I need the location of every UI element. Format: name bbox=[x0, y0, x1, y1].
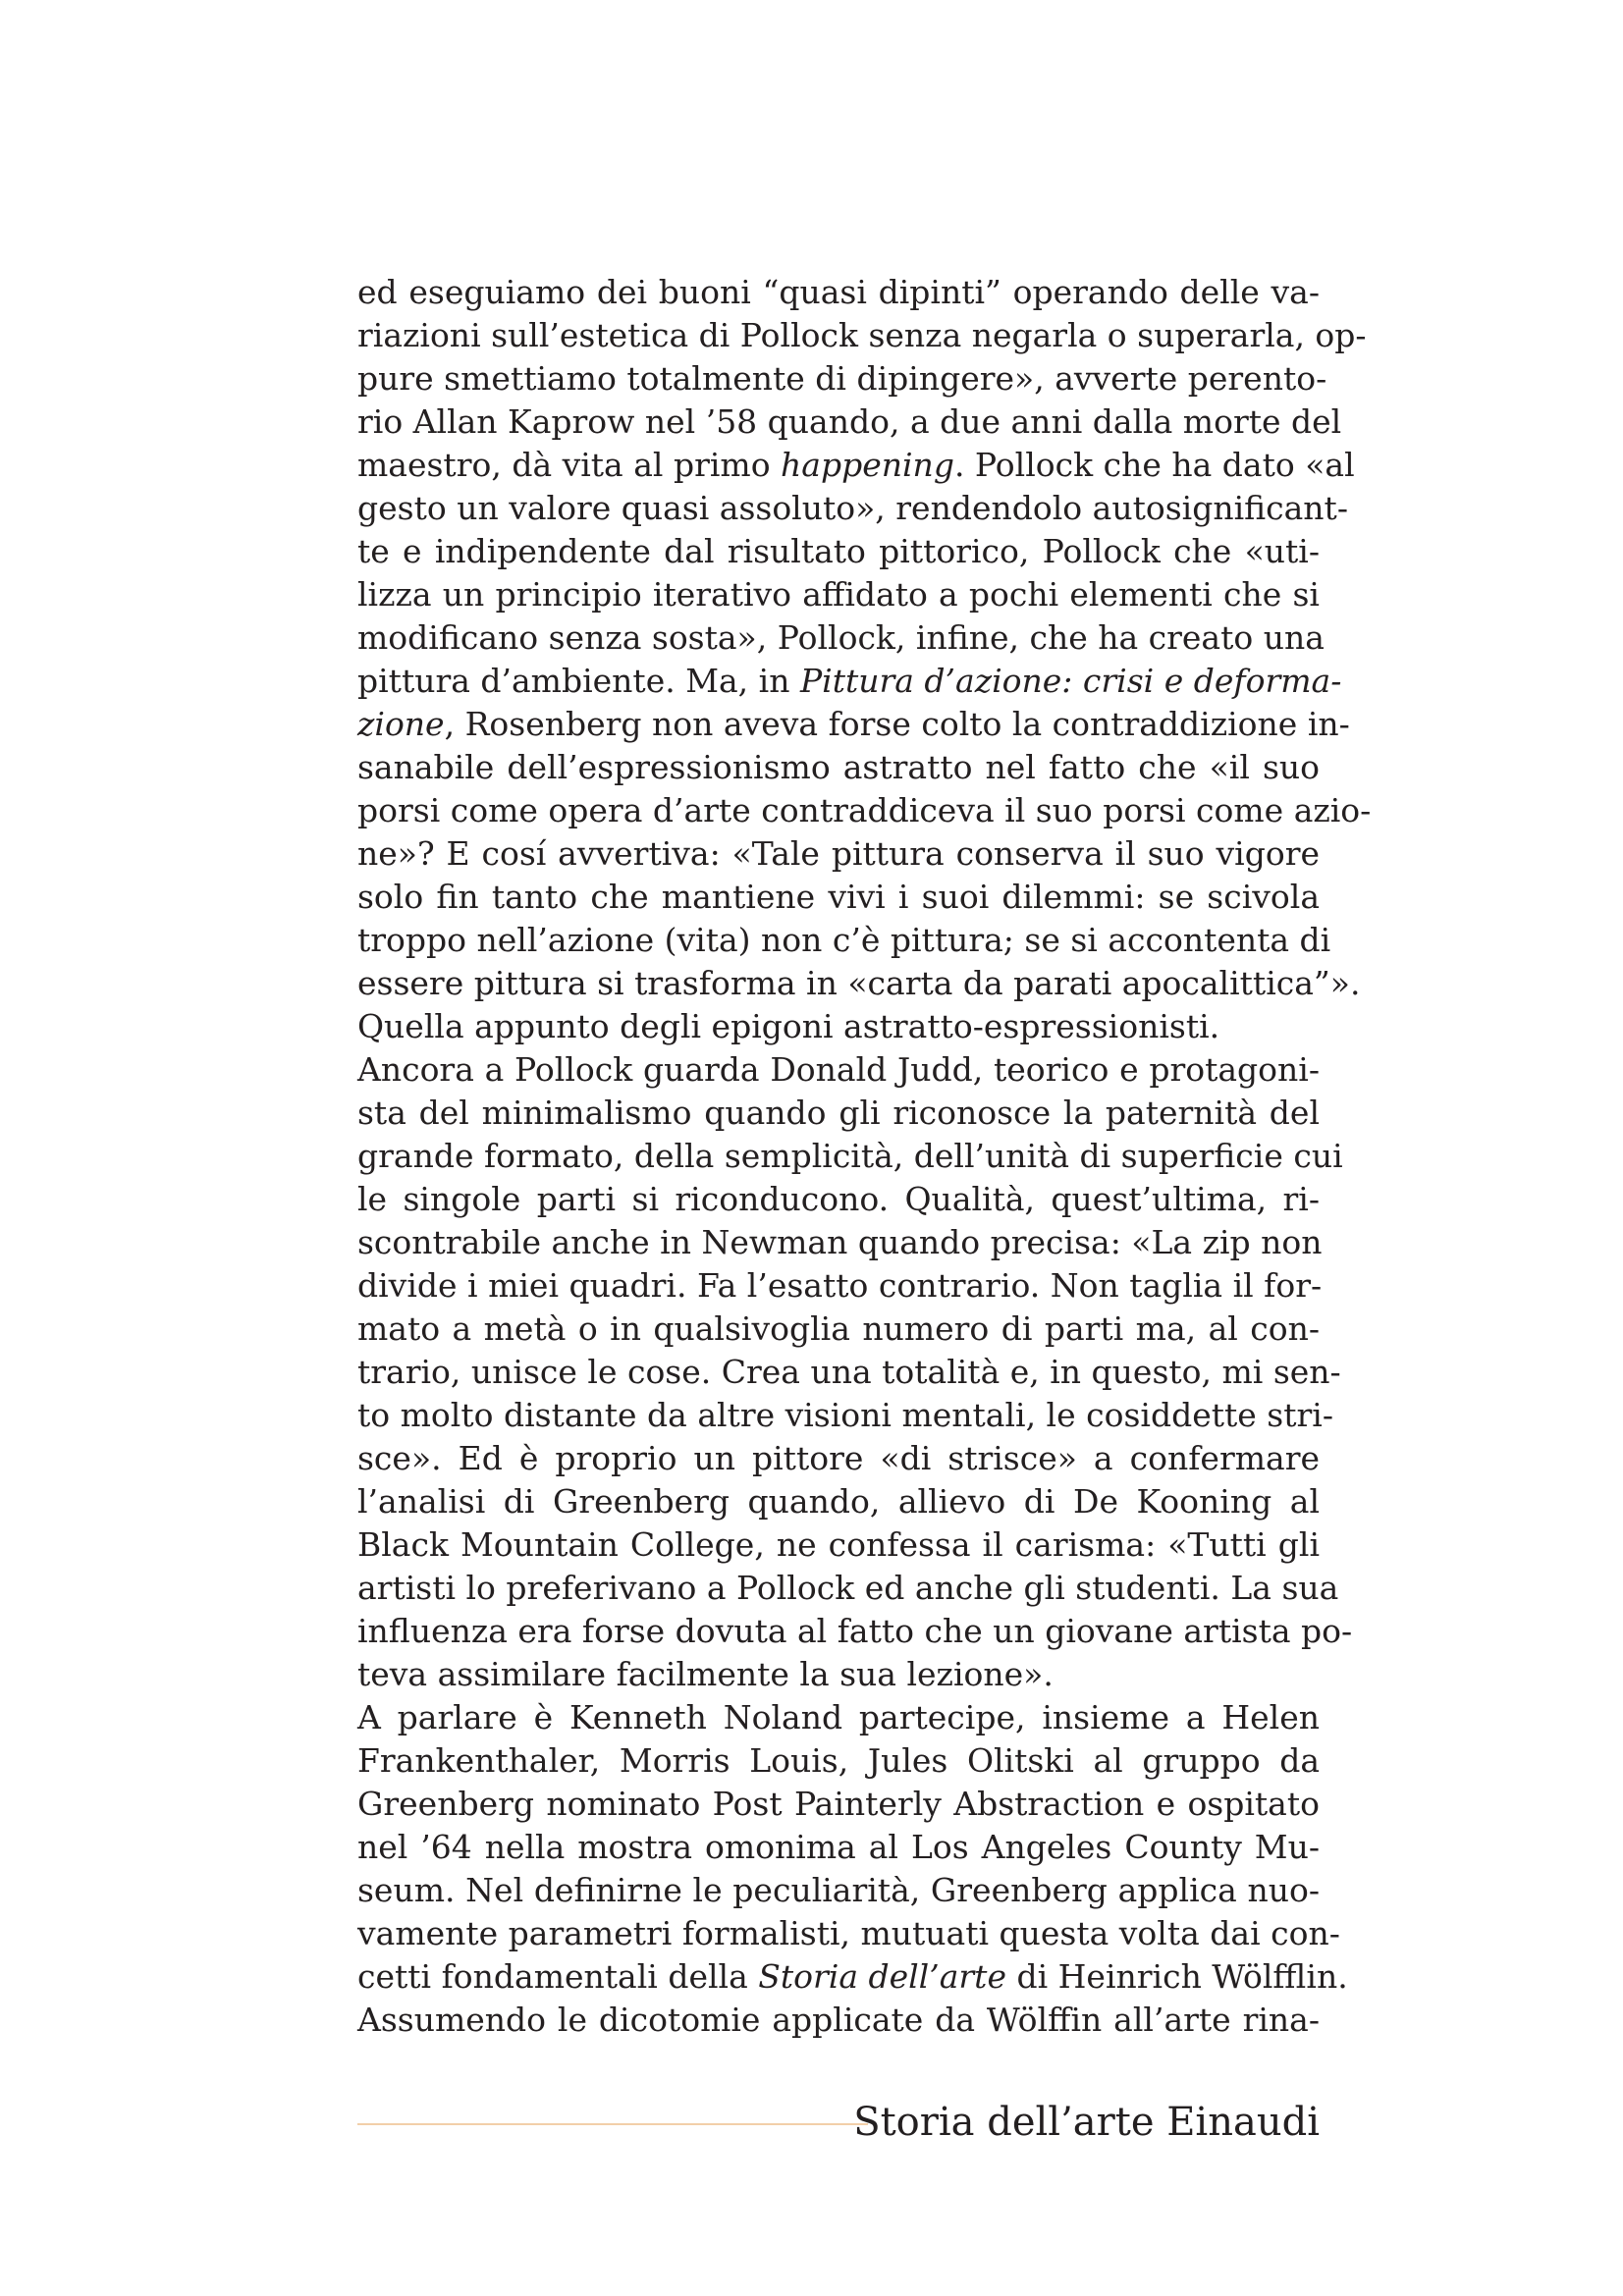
text-run: riazioni sull’estetica di Pollock senza negarla o superarla, op- bbox=[357, 316, 1367, 354]
footer-title: Storia dell’arte Einaudi bbox=[853, 2100, 1320, 2145]
text-line bbox=[357, 1826, 1320, 1869]
text-run: Quella appunto degli epigoni astratto-espressionisti. bbox=[357, 1007, 1220, 1045]
text-line bbox=[357, 1739, 1320, 1783]
text-run: porsi come opera d’arte contraddiceva il suo porsi come azio- bbox=[357, 791, 1372, 829]
text-run: rio Allan Kaprow nel ’58 quando, a due anni dalla morte del bbox=[357, 402, 1342, 441]
text-run: Ancora a Pollock guarda Donald Judd, teorico e protagoni- bbox=[357, 1050, 1320, 1089]
text-line bbox=[357, 1567, 1339, 1610]
text-line bbox=[357, 444, 1355, 487]
text-line bbox=[357, 1394, 1333, 1437]
text-line bbox=[357, 271, 1320, 314]
text-run: cetti fondamentali della bbox=[357, 1957, 759, 1996]
text-run: , Rosenberg non aveva forse colto la contraddizione in- bbox=[444, 705, 1350, 743]
text-run: nel ’64 nella mostra omonima al Los Angeles County Mu- bbox=[357, 1828, 1320, 1866]
text-run: scontrabile anche in Newman quando precisa: «La zip non bbox=[357, 1223, 1323, 1261]
text-run: te e indipendente dal risultato pittorico, Pollock che «uti- bbox=[357, 532, 1320, 570]
text-line bbox=[357, 1653, 1320, 1696]
text-run: modificano senza sosta», Pollock, infine, che ha creato una bbox=[357, 618, 1325, 657]
text-run: to molto distante da altre visioni mentali, le cosiddette stri- bbox=[357, 1396, 1333, 1434]
text-run: essere pittura si trasforma in «carta da parati apocalittica”». bbox=[357, 964, 1361, 1002]
text-run: . Pollock che ha dato «al bbox=[953, 446, 1355, 484]
text-run: di Heinrich Wölfflin. bbox=[1005, 1957, 1348, 1996]
text-line bbox=[357, 1912, 1340, 1955]
text-line bbox=[357, 962, 1361, 1005]
text-line bbox=[357, 530, 1320, 573]
text-run: pittura d’ambiente. Ma, in bbox=[357, 662, 800, 700]
text-run: lizza un principio iterativo affidato a pochi elementi che si bbox=[357, 575, 1320, 614]
text-line bbox=[357, 1221, 1323, 1264]
text-run: sanabile dell’espressionismo astratto nel fatto che «il suo bbox=[357, 748, 1320, 786]
text-line bbox=[357, 832, 1320, 876]
text-run: sta del minimalismo quando gli riconosce la paternità del bbox=[357, 1094, 1320, 1132]
text-line bbox=[357, 1869, 1320, 1912]
text-line bbox=[357, 1523, 1320, 1567]
italic-text: happening bbox=[781, 446, 954, 484]
text-line bbox=[357, 1610, 1353, 1653]
italic-text: Pittura d’azione: crisi e deforma- bbox=[799, 662, 1342, 700]
footer-rule bbox=[357, 2123, 868, 2125]
text-line bbox=[357, 1135, 1343, 1178]
text-run: pure smettiamo totalmente di dipingere», avverte perento- bbox=[357, 359, 1327, 398]
text-line bbox=[357, 1783, 1320, 1826]
text-run: trario, unisce le cose. Crea una totalità e, in questo, mi sen- bbox=[357, 1353, 1341, 1391]
text-run: sce». Ed è proprio un pittore «di strisce» a confermare bbox=[357, 1439, 1320, 1477]
text-run: l’analisi di Greenberg quando, allievo di De Kooning al bbox=[357, 1482, 1320, 1521]
body-text bbox=[357, 271, 1372, 2042]
text-run: influenza era forse dovuta al fatto che un giovane artista po- bbox=[357, 1612, 1353, 1650]
text-line bbox=[357, 1999, 1320, 2042]
text-run: ne»? E cosí avvertiva: «Tale pittura conserva il suo vigore bbox=[357, 834, 1320, 873]
text-line bbox=[357, 1308, 1320, 1351]
text-line bbox=[357, 616, 1325, 660]
text-run: vamente parametri formalisti, mutuati questa volta dai con- bbox=[357, 1914, 1340, 1952]
text-line bbox=[357, 703, 1350, 746]
text-run: mato a metà o in qualsivoglia numero di parti ma, al con- bbox=[357, 1309, 1320, 1348]
text-run: maestro, dà vita al primo bbox=[357, 446, 782, 484]
text-run: troppo nell’azione (vita) non c’è pittura; se si accontenta di bbox=[357, 921, 1331, 959]
text-line bbox=[357, 1005, 1320, 1048]
text-line bbox=[357, 789, 1372, 832]
text-line bbox=[357, 660, 1342, 703]
text-run: gesto un valore quasi assoluto», rendendolo autosignificant- bbox=[357, 489, 1348, 527]
text-run: grande formato, della semplicità, dell’unità di superficie cui bbox=[357, 1137, 1343, 1175]
text-line bbox=[357, 1351, 1341, 1394]
italic-text: Storia dell’arte bbox=[758, 1957, 1006, 1996]
text-line bbox=[357, 357, 1327, 400]
italic-text: zione bbox=[357, 705, 445, 743]
text-run: divide i miei quadri. Fa l’esatto contrario. Non taglia il for- bbox=[357, 1266, 1323, 1305]
text-run: Assumendo le dicotomie applicate da Wölffin all’arte rina- bbox=[357, 2001, 1320, 2039]
text-line bbox=[357, 1955, 1348, 1999]
text-run: artisti lo preferivano a Pollock ed anche gli studenti. La sua bbox=[357, 1569, 1339, 1607]
text-run: le singole parti si riconducono. Qualità, quest’ultima, ri- bbox=[357, 1180, 1320, 1218]
text-line bbox=[357, 400, 1342, 444]
text-run: solo fin tanto che mantiene vivi i suoi dilemmi: se scivola bbox=[357, 878, 1320, 916]
text-line bbox=[357, 746, 1320, 789]
text-line bbox=[357, 1178, 1320, 1221]
text-run: seum. Nel definirne le peculiarità, Greenberg applica nuo- bbox=[357, 1871, 1320, 1909]
text-line bbox=[357, 876, 1320, 919]
text-line bbox=[357, 1696, 1320, 1739]
text-line bbox=[357, 487, 1348, 530]
text-line bbox=[357, 1264, 1323, 1308]
text-line bbox=[357, 573, 1320, 616]
text-line bbox=[357, 1048, 1320, 1092]
text-run: Frankenthaler, Morris Louis, Jules Olitski al gruppo da bbox=[357, 1741, 1320, 1780]
text-line bbox=[357, 314, 1367, 357]
text-run: A parlare è Kenneth Noland partecipe, insieme a Helen bbox=[357, 1698, 1320, 1736]
text-run: teva assimilare facilmente la sua lezione». bbox=[357, 1655, 1054, 1693]
text-run: Black Mountain College, ne confessa il carisma: «Tutti gli bbox=[357, 1525, 1320, 1564]
text-run: ed eseguiamo dei buoni “quasi dipinti” operando delle va- bbox=[357, 273, 1320, 311]
text-line bbox=[357, 1480, 1320, 1523]
text-run: Greenberg nominato Post Painterly Abstraction e ospitato bbox=[357, 1785, 1320, 1823]
text-line bbox=[357, 919, 1331, 962]
text-line bbox=[357, 1437, 1320, 1480]
text-line bbox=[357, 1092, 1320, 1135]
